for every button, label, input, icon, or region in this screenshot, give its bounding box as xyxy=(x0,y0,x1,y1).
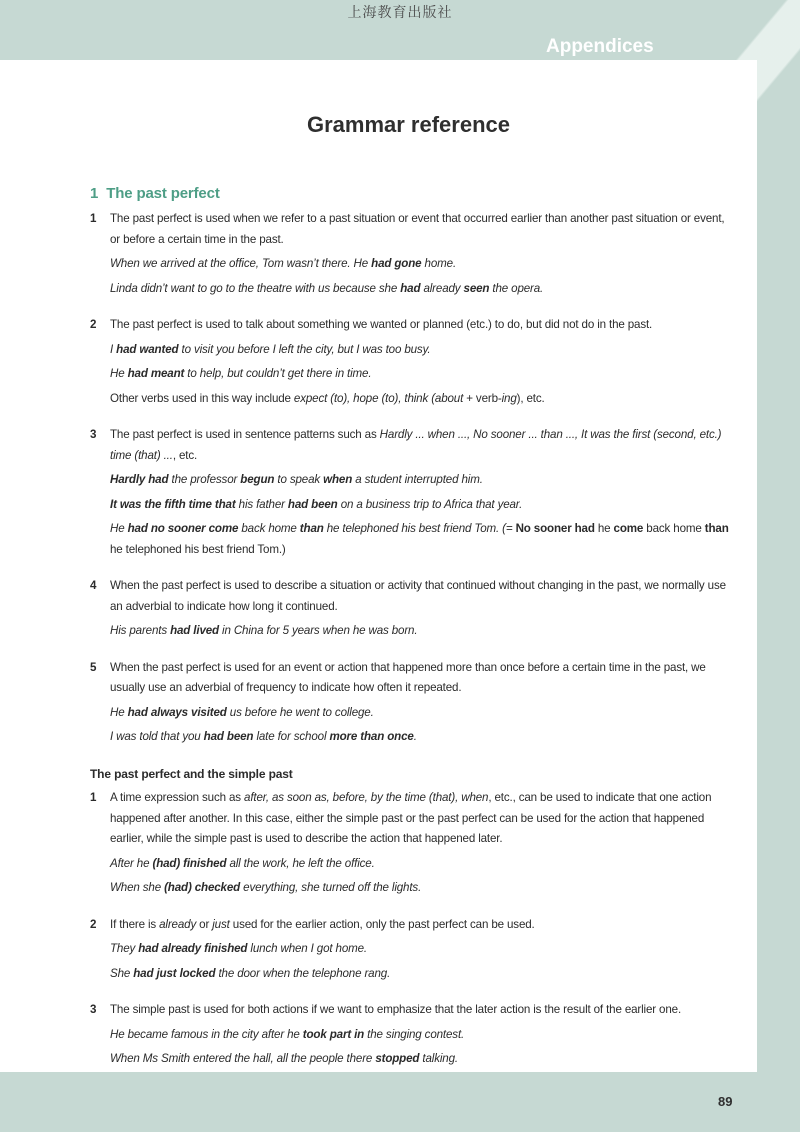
point-number: 1 xyxy=(90,791,97,804)
text-run: She xyxy=(110,966,134,980)
text-run: had lived xyxy=(170,624,219,637)
example-sentence xyxy=(110,939,730,960)
grammar-point xyxy=(90,425,730,560)
text-run: , etc. xyxy=(172,448,198,462)
section-tab-appendices: Appendices xyxy=(546,36,654,57)
text-run: the door when the telephone rang. xyxy=(215,966,391,980)
text-run: stopped xyxy=(375,1052,420,1065)
text-run: already xyxy=(159,917,197,931)
text-run: begun xyxy=(240,473,275,486)
text-run: just xyxy=(212,917,230,931)
text-run: , etc., can be used to indicate that one action happened after another. In this case, either the simple past or the past perfect can be used for the action that happened earlier, while the simple past is used to describe the action that happened later. xyxy=(110,791,712,845)
example-sentence xyxy=(110,854,730,875)
example-sentence xyxy=(110,279,730,300)
text-run: took part in xyxy=(302,1027,365,1041)
text-run: back home xyxy=(643,522,705,535)
example-sentence xyxy=(110,364,730,385)
text-run: had been xyxy=(203,730,254,743)
text-run: to speak xyxy=(274,473,324,486)
text-run: had gone xyxy=(371,257,422,270)
point-number: 2 xyxy=(90,318,97,331)
rule-text xyxy=(110,915,730,936)
text-run: everything, she turned off the lights. xyxy=(240,881,422,894)
example-sentence xyxy=(110,254,730,275)
text-run: Hardly ... when ..., No sooner ... than ..., It was the first (second, etc.) time (that) ... xyxy=(110,428,722,462)
text-run: late for school xyxy=(253,730,330,743)
rule-text xyxy=(110,425,730,466)
text-run: more than once xyxy=(329,730,414,743)
point-number: 2 xyxy=(90,917,97,931)
example-sentence xyxy=(110,621,730,642)
text-run: The past perfect is used in sentence patterns such as xyxy=(110,428,380,441)
section-title: The past perfect xyxy=(106,185,220,202)
text-run: had already finished xyxy=(138,942,248,955)
text-run: . xyxy=(413,730,417,743)
example-sentence xyxy=(110,340,730,361)
example-sentence xyxy=(110,964,730,985)
grammar-point xyxy=(90,1000,730,1070)
text-run: to visit you before I left the city, but I was too busy. xyxy=(178,342,431,356)
text-run: (had) checked xyxy=(164,881,241,894)
rule-text xyxy=(110,658,730,699)
example-sentence xyxy=(110,703,730,724)
text-run: The simple past is used for both actions if we want to emphasize that the later action is the result of the earlier one. xyxy=(110,1003,682,1016)
grammar-point xyxy=(90,209,730,299)
text-run: He xyxy=(110,705,128,719)
example-sentence xyxy=(110,495,730,516)
text-run: had meant xyxy=(127,367,185,380)
text-run: Linda didn’t want to go to the theatre with us because she xyxy=(110,281,401,295)
text-run: home. xyxy=(421,257,457,270)
text-run: when xyxy=(323,473,353,486)
text-run: he xyxy=(594,522,614,535)
section-items xyxy=(90,209,730,748)
text-run: had just locked xyxy=(133,966,216,980)
example-sentence xyxy=(110,1049,730,1070)
rule-text xyxy=(110,209,730,250)
text-run: The past perfect is used to talk about something we wanted or planned (etc.) to do, but did not do in the past. xyxy=(110,318,653,331)
text-run: They xyxy=(110,942,139,955)
example-sentence xyxy=(110,878,730,899)
grammar-point xyxy=(90,788,730,899)
text-run: he telephoned his best friend Tom. (= xyxy=(323,522,516,535)
text-run: It was the fifth time that xyxy=(110,497,236,511)
text-run: than xyxy=(299,522,324,535)
publisher-name: 上海教育出版社 xyxy=(347,5,453,21)
text-run: come xyxy=(613,522,644,535)
grammar-point xyxy=(90,658,730,748)
text-run: No sooner had xyxy=(515,522,595,535)
text-run: I xyxy=(110,342,117,356)
grammar-point xyxy=(90,915,730,985)
text-run: his father xyxy=(235,497,288,511)
text-run: had been xyxy=(287,497,338,511)
text-run: I was told that you xyxy=(110,730,204,743)
grammar-content xyxy=(90,182,730,1086)
text-run: the singing contest. xyxy=(364,1027,465,1041)
text-run: When the past perfect is used to describe a situation or activity that continued without changing in the past, we normally use an adverbial to indicate how long it continued. xyxy=(110,579,726,613)
text-run: When the past perfect is used for an event or action that happened more than once before a certain time in the past, we usually use an adverbial of frequency to indicate how often it repeated. xyxy=(110,660,706,694)
text-run: If there is xyxy=(110,917,160,931)
rule-text xyxy=(110,788,730,850)
text-run: (had) finished xyxy=(152,856,227,870)
text-run: already xyxy=(420,281,464,295)
text-run: He became famous in the city after he xyxy=(110,1027,303,1041)
text-run: A time expression such as xyxy=(110,791,245,804)
page-title: Grammar reference xyxy=(306,112,510,137)
text-run: on a business trip to Africa that year. xyxy=(337,497,523,511)
example-sentence xyxy=(110,389,730,410)
text-run: Hardly had xyxy=(110,473,169,486)
point-number: 3 xyxy=(90,428,97,441)
text-run: all the work, he left the office. xyxy=(226,856,375,870)
text-run: the professor xyxy=(168,473,241,486)
text-run: the opera. xyxy=(489,281,544,295)
text-run: had always visited xyxy=(127,705,227,719)
section-heading xyxy=(90,182,730,206)
text-run: than xyxy=(704,522,729,535)
example-sentence xyxy=(110,470,730,491)
point-number: 3 xyxy=(90,1003,97,1016)
text-run: He xyxy=(110,522,128,535)
text-run: had xyxy=(400,281,421,295)
example-sentence xyxy=(110,1025,730,1046)
text-run: expect (to), hope (to), think (about xyxy=(293,391,464,405)
text-run: After he xyxy=(110,856,153,870)
text-run: When we arrived at the office, Tom wasn’t there. He xyxy=(110,257,372,270)
grammar-point xyxy=(90,315,730,409)
text-run: ing xyxy=(501,391,517,405)
text-run: us before he went to college. xyxy=(226,705,374,719)
point-number: 4 xyxy=(90,579,97,592)
text-run: talking. xyxy=(419,1052,458,1065)
text-run: back home xyxy=(238,522,300,535)
text-run: had no sooner come xyxy=(127,522,239,535)
subsection-heading: The past perfect and the simple past xyxy=(90,766,293,781)
point-number: 1 xyxy=(90,212,97,225)
text-run: + verb- xyxy=(463,391,502,405)
point-number: 5 xyxy=(90,660,97,674)
text-run: used for the earlier action, only the past perfect can be used. xyxy=(229,917,535,931)
text-run: or xyxy=(196,917,213,931)
rule-text xyxy=(110,315,730,336)
grammar-point xyxy=(90,576,730,642)
text-run: in China for 5 years when he was born. xyxy=(218,624,418,637)
text-run: to help, but couldn’t get there in time. xyxy=(184,367,372,380)
rule-text xyxy=(110,576,730,617)
text-run: Other verbs used in this way include xyxy=(110,391,294,405)
text-run: ), etc. xyxy=(516,391,545,405)
text-run: a student interrupted him. xyxy=(352,473,483,486)
text-run: When she xyxy=(110,881,165,894)
text-run: seen xyxy=(463,281,490,295)
page-number: 89 xyxy=(718,1094,733,1109)
example-sentence xyxy=(110,519,730,560)
text-run: he telephoned his best friend Tom.) xyxy=(110,542,286,556)
text-run: His parents xyxy=(110,624,171,637)
subsection-items xyxy=(90,788,730,1070)
example-sentence xyxy=(110,727,730,748)
text-run: lunch when I got home. xyxy=(247,942,368,955)
section-number: 1 xyxy=(90,185,99,202)
rule-text xyxy=(110,1000,730,1021)
text-run: after, as soon as, before, by the time (that), when xyxy=(244,791,489,804)
text-run: He xyxy=(110,367,128,380)
text-run: had wanted xyxy=(116,342,179,356)
text-run: The past perfect is used when we refer to a past situation or event that occurred earlier than another past situation or event, or before a certain time in the past. xyxy=(110,212,725,246)
text-run: When Ms Smith entered the hall, all the people there xyxy=(110,1052,376,1065)
